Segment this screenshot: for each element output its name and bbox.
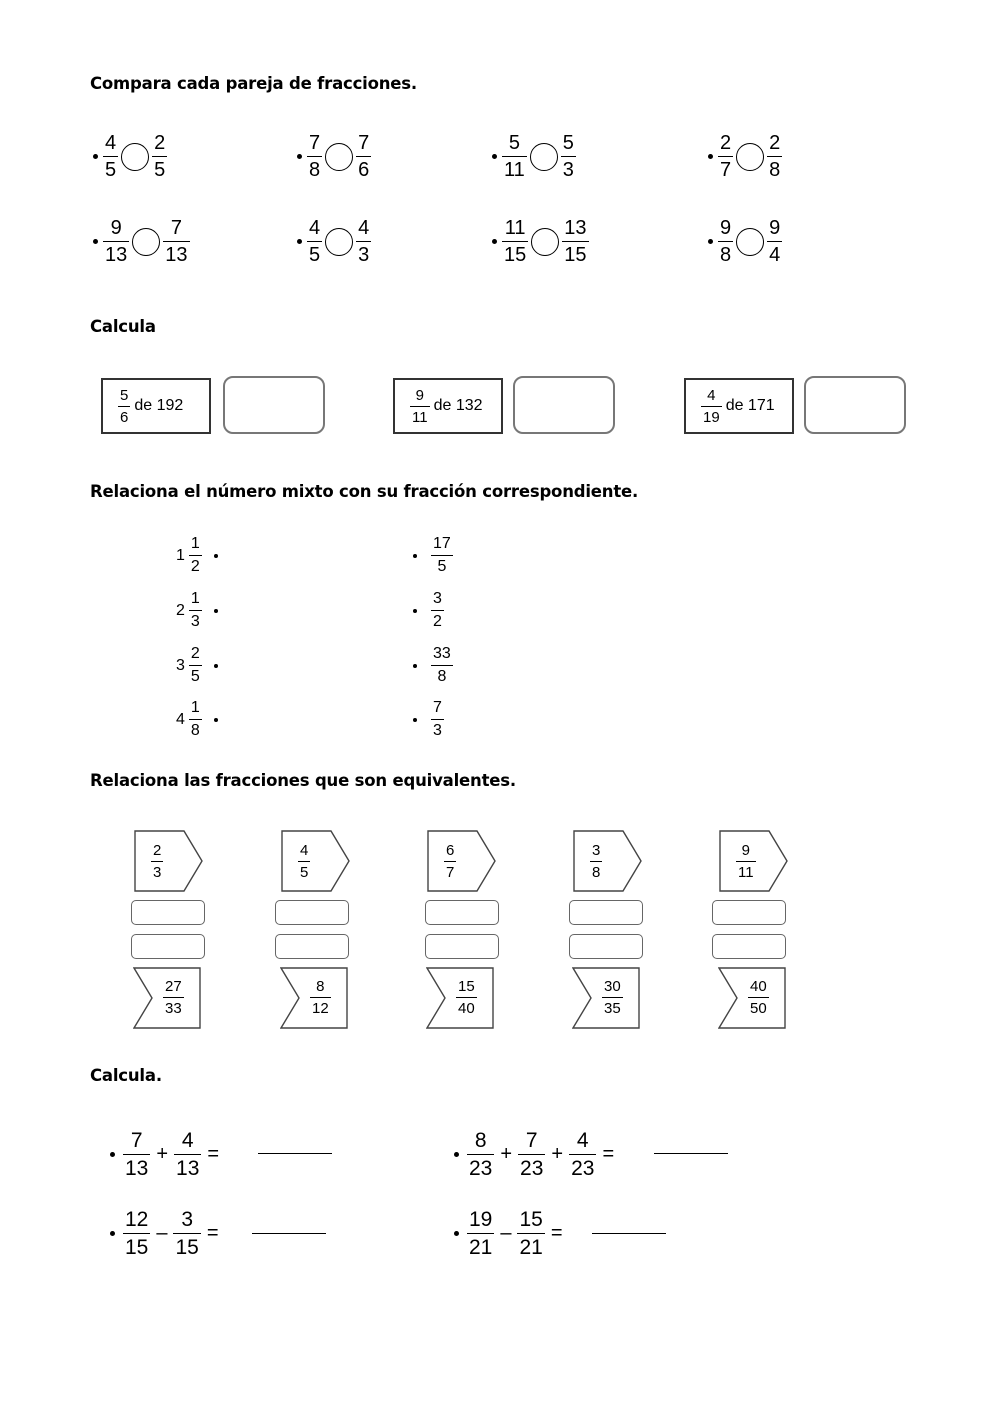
whole-part: 1 bbox=[176, 546, 185, 564]
numerator: 8 bbox=[474, 1129, 487, 1152]
denominator: 3 bbox=[562, 159, 574, 181]
numerator: 7 bbox=[525, 1129, 538, 1152]
fraction-bar bbox=[103, 156, 118, 157]
numerator: 1 bbox=[190, 535, 200, 552]
bullet-dot bbox=[492, 239, 497, 244]
denominator: 15 bbox=[504, 244, 527, 266]
equiv-answer-box[interactable] bbox=[131, 934, 205, 959]
heading-mixed-numbers: Relaciona el número mixto con su fracción correspondiente. bbox=[90, 482, 639, 501]
bullet-dot bbox=[93, 239, 98, 244]
fraction-bar bbox=[431, 555, 453, 556]
bullet-dot bbox=[454, 1152, 459, 1157]
fraction-bar bbox=[701, 406, 722, 407]
denominator: 40 bbox=[458, 1000, 475, 1017]
fraction-bar bbox=[410, 406, 430, 407]
operand-fraction bbox=[518, 1130, 545, 1179]
denominator: 23 bbox=[571, 1157, 595, 1180]
operation-item bbox=[454, 1130, 620, 1179]
fraction-part bbox=[189, 646, 202, 685]
fraction-right bbox=[152, 133, 167, 180]
bullet-dot bbox=[214, 554, 218, 558]
fraction-right bbox=[356, 218, 371, 265]
numerator: 17 bbox=[433, 535, 451, 552]
heading-equivalent: Relaciona las fracciones que son equivalentes. bbox=[90, 771, 516, 790]
denominator: 5 bbox=[300, 864, 309, 881]
denominator: 13 bbox=[125, 1157, 149, 1180]
whole-part: 3 bbox=[176, 656, 185, 674]
equiv-fraction-top bbox=[298, 843, 310, 880]
denominator: 15 bbox=[125, 1236, 149, 1259]
denominator: 2 bbox=[190, 558, 200, 575]
numerator: 9 bbox=[415, 386, 424, 404]
bullet-dot bbox=[214, 718, 218, 722]
denominator: 8 bbox=[190, 722, 200, 739]
denominator: 13 bbox=[165, 244, 188, 266]
operation-item bbox=[454, 1209, 569, 1258]
arrow-tag-shape bbox=[427, 830, 497, 892]
fraction-bar bbox=[569, 1154, 596, 1155]
fraction-bar bbox=[431, 610, 444, 611]
numerator: 2 bbox=[190, 645, 200, 662]
numerator: 3 bbox=[433, 590, 442, 607]
denominator: 4 bbox=[769, 244, 781, 266]
operand-fraction bbox=[174, 1130, 201, 1179]
operand-fraction bbox=[517, 1209, 544, 1258]
fraction-right bbox=[562, 218, 588, 265]
numerator: 5 bbox=[562, 132, 574, 154]
denominator: 11 bbox=[504, 159, 525, 181]
arrow-tag-shape bbox=[281, 830, 351, 892]
improper-fraction-item[interactable] bbox=[413, 646, 453, 685]
numerator: 15 bbox=[458, 978, 475, 995]
numerator: 5 bbox=[508, 132, 520, 154]
improper-fraction bbox=[431, 536, 453, 575]
fraction-bar bbox=[590, 861, 602, 862]
improper-fraction bbox=[431, 646, 453, 685]
equiv-answer-box[interactable] bbox=[425, 900, 499, 925]
denominator: 8 bbox=[437, 668, 447, 685]
denominator: 3 bbox=[433, 722, 442, 739]
compare-circle-input[interactable] bbox=[531, 228, 559, 256]
operand-fraction bbox=[569, 1130, 596, 1179]
denominator: 23 bbox=[520, 1157, 544, 1180]
fraction-bar bbox=[356, 241, 371, 242]
whole-part: 4 bbox=[176, 710, 185, 728]
equiv-fraction-bottom bbox=[310, 979, 331, 1016]
bullet-dot bbox=[297, 239, 302, 244]
fraction-left bbox=[502, 218, 528, 265]
equiv-answer-box[interactable] bbox=[712, 900, 786, 925]
fraction-bar bbox=[767, 156, 782, 157]
numerator: 9 bbox=[769, 217, 781, 239]
bullet-dot bbox=[413, 718, 417, 722]
numerator: 30 bbox=[604, 978, 621, 995]
fraction-right bbox=[767, 133, 782, 180]
fraction-bar bbox=[718, 156, 733, 157]
denominator: 5 bbox=[437, 558, 447, 575]
denominator: 23 bbox=[469, 1157, 493, 1180]
calc-question-box bbox=[684, 378, 794, 434]
fraction-bar bbox=[736, 861, 756, 862]
fraction-bar bbox=[123, 1154, 150, 1155]
compare-item bbox=[492, 218, 589, 265]
numerator: 3 bbox=[181, 1208, 193, 1231]
fraction-left bbox=[307, 218, 322, 265]
compare-item bbox=[93, 133, 167, 180]
operator: + bbox=[156, 1143, 169, 1165]
bullet-dot bbox=[413, 664, 417, 668]
bullet-dot bbox=[110, 1152, 115, 1157]
fraction-bar bbox=[152, 156, 167, 157]
compare-item bbox=[297, 133, 371, 180]
equiv-fraction-top bbox=[590, 843, 602, 880]
numerator: 4 bbox=[707, 386, 716, 404]
compare-item bbox=[297, 218, 371, 265]
fraction-bar bbox=[467, 1154, 494, 1155]
operator: – bbox=[156, 1222, 168, 1244]
fraction-bar bbox=[307, 241, 322, 242]
denominator: 6 bbox=[120, 408, 129, 426]
bullet-dot bbox=[708, 239, 713, 244]
improper-fraction-item[interactable] bbox=[413, 536, 453, 575]
equiv-fraction-bottom bbox=[456, 979, 477, 1016]
numerator: 4 bbox=[358, 217, 370, 239]
improper-fraction-item[interactable] bbox=[413, 700, 444, 739]
fraction-bar bbox=[310, 997, 331, 998]
improper-fraction-item[interactable] bbox=[413, 591, 444, 630]
numerator: 4 bbox=[309, 217, 321, 239]
bullet-dot bbox=[492, 154, 497, 159]
bullet-dot bbox=[454, 1231, 459, 1236]
fraction-bar bbox=[307, 156, 322, 157]
denominator: 5 bbox=[309, 244, 321, 266]
answer-box[interactable] bbox=[223, 376, 325, 434]
calc-question-box bbox=[393, 378, 503, 434]
heading-compare: Compara cada pareja de fracciones. bbox=[90, 74, 417, 93]
fraction-bar bbox=[502, 156, 527, 157]
denominator: 7 bbox=[446, 864, 455, 881]
bullet-dot bbox=[110, 1231, 115, 1236]
answer-line[interactable] bbox=[654, 1153, 728, 1154]
equiv-answer-box[interactable] bbox=[425, 934, 499, 959]
fraction-left bbox=[307, 133, 322, 180]
arrow-tag-outline bbox=[428, 831, 495, 891]
fraction-right bbox=[163, 218, 189, 265]
bullet-dot bbox=[214, 609, 218, 613]
equiv-answer-box[interactable] bbox=[275, 900, 349, 925]
fraction-part bbox=[189, 591, 202, 630]
fraction-part bbox=[189, 700, 202, 739]
bullet-dot bbox=[93, 154, 98, 159]
numerator: 7 bbox=[358, 132, 370, 154]
denominator: 8 bbox=[592, 864, 601, 881]
bullet-dot bbox=[413, 554, 417, 558]
equiv-answer-box[interactable] bbox=[569, 934, 643, 959]
equiv-fraction-bottom bbox=[748, 979, 769, 1016]
answer-line[interactable] bbox=[592, 1233, 666, 1234]
numerator: 27 bbox=[165, 978, 182, 995]
compare-circle-input[interactable] bbox=[121, 143, 149, 171]
denominator: 5 bbox=[190, 668, 200, 685]
numerator: 4 bbox=[181, 1129, 194, 1152]
bullet-dot bbox=[708, 154, 713, 159]
fraction-bar bbox=[163, 241, 189, 242]
arrow-tag-outline bbox=[282, 831, 349, 891]
fraction-bar bbox=[103, 241, 129, 242]
operand-fraction bbox=[467, 1130, 494, 1179]
numerator: 15 bbox=[519, 1208, 543, 1231]
fraction-bar bbox=[118, 406, 130, 407]
numerator: 2 bbox=[720, 132, 732, 154]
operand-fraction bbox=[467, 1209, 494, 1258]
numerator: 7 bbox=[170, 217, 182, 239]
fraction-bar bbox=[298, 861, 310, 862]
fraction-bar bbox=[562, 241, 588, 242]
equiv-fraction-top bbox=[444, 843, 456, 880]
denominator: 13 bbox=[176, 1157, 200, 1180]
denominator: 15 bbox=[175, 1236, 199, 1259]
arrow-tag-outline bbox=[135, 831, 202, 891]
fraction-bar bbox=[517, 1233, 544, 1234]
operand-fraction bbox=[123, 1130, 150, 1179]
equals-sign: = bbox=[206, 1222, 219, 1244]
denominator: 8 bbox=[309, 159, 321, 181]
compare-circle-input[interactable] bbox=[325, 228, 353, 256]
fraction bbox=[701, 388, 722, 425]
compare-item bbox=[93, 218, 190, 265]
fraction bbox=[410, 388, 430, 425]
numerator: 5 bbox=[120, 386, 129, 404]
operand-fraction bbox=[123, 1209, 150, 1258]
denominator: 6 bbox=[358, 159, 370, 181]
equiv-answer-box[interactable] bbox=[569, 900, 643, 925]
numerator: 13 bbox=[564, 217, 587, 239]
fraction-bar bbox=[748, 997, 769, 998]
operation-item bbox=[110, 1130, 225, 1179]
denominator: 12 bbox=[312, 1000, 329, 1017]
numerator: 4 bbox=[105, 132, 117, 154]
fraction-part bbox=[189, 536, 202, 575]
mixed-number-item[interactable] bbox=[176, 646, 218, 685]
denominator: 19 bbox=[703, 408, 720, 426]
denominator: 11 bbox=[738, 864, 754, 881]
mixed-number-item[interactable] bbox=[176, 700, 218, 739]
fraction-left bbox=[718, 218, 733, 265]
fraction-bar bbox=[163, 997, 184, 998]
operator: + bbox=[551, 1143, 564, 1165]
operation-item bbox=[110, 1209, 225, 1258]
fraction-right bbox=[356, 133, 371, 180]
numerator: 4 bbox=[300, 842, 309, 859]
denominator: 13 bbox=[105, 244, 128, 266]
denominator: 21 bbox=[519, 1236, 543, 1259]
of-quantity-text: de 192 bbox=[134, 397, 184, 414]
denominator: 11 bbox=[412, 408, 428, 426]
fraction-left bbox=[103, 133, 118, 180]
numerator: 2 bbox=[154, 132, 166, 154]
compare-circle-input[interactable] bbox=[132, 228, 160, 256]
fraction-bar bbox=[431, 719, 444, 720]
fraction-bar bbox=[431, 665, 453, 666]
denominator: 50 bbox=[750, 1000, 767, 1017]
equiv-fraction-top bbox=[151, 843, 163, 880]
denominator: 8 bbox=[769, 159, 781, 181]
denominator: 15 bbox=[564, 244, 587, 266]
equiv-fraction-top bbox=[736, 843, 756, 880]
equals-sign: = bbox=[550, 1222, 563, 1244]
fraction-left bbox=[718, 133, 733, 180]
compare-circle-input[interactable] bbox=[325, 143, 353, 171]
denominator: 8 bbox=[720, 244, 732, 266]
arrow-tag-shape bbox=[573, 830, 643, 892]
fraction-bar bbox=[602, 997, 623, 998]
compare-item bbox=[708, 218, 782, 265]
equiv-fraction-bottom bbox=[163, 979, 184, 1016]
numerator: 7 bbox=[309, 132, 321, 154]
denominator: 7 bbox=[720, 159, 732, 181]
operator: – bbox=[500, 1222, 512, 1244]
operand-fraction bbox=[173, 1209, 200, 1258]
heading-calculate-2: Calcula. bbox=[90, 1066, 162, 1085]
fraction bbox=[118, 388, 130, 425]
fraction-bar bbox=[151, 861, 163, 862]
numerator: 1 bbox=[190, 699, 200, 716]
numerator: 8 bbox=[316, 978, 325, 995]
operator: + bbox=[500, 1143, 513, 1165]
fraction-bar bbox=[444, 861, 456, 862]
numerator: 7 bbox=[130, 1129, 143, 1152]
arrow-tag-outline bbox=[574, 831, 641, 891]
numerator: 9 bbox=[720, 217, 732, 239]
equiv-answer-box[interactable] bbox=[712, 934, 786, 959]
compare-circle-input[interactable] bbox=[736, 228, 764, 256]
numerator: 33 bbox=[433, 645, 451, 662]
equals-sign: = bbox=[207, 1143, 220, 1165]
denominator: 33 bbox=[165, 1000, 182, 1017]
answer-box[interactable] bbox=[513, 376, 615, 434]
fraction-bar bbox=[123, 1233, 150, 1234]
numerator: 11 bbox=[504, 217, 526, 239]
improper-fraction bbox=[431, 700, 444, 739]
fraction-bar bbox=[173, 1233, 200, 1234]
numerator: 12 bbox=[125, 1208, 149, 1231]
denominator: 3 bbox=[153, 864, 162, 881]
heading-calculate: Calcula bbox=[90, 317, 156, 336]
whole-part: 2 bbox=[176, 601, 185, 619]
numerator: 3 bbox=[592, 842, 601, 859]
fraction-bar bbox=[467, 1233, 494, 1234]
calc-question-box bbox=[101, 378, 211, 434]
equiv-answer-box[interactable] bbox=[275, 934, 349, 959]
compare-circle-input[interactable] bbox=[736, 143, 764, 171]
improper-fraction bbox=[431, 591, 444, 630]
denominator: 21 bbox=[469, 1236, 493, 1259]
numerator: 1 bbox=[190, 590, 200, 607]
fraction-bar bbox=[767, 241, 782, 242]
fraction-right bbox=[561, 133, 576, 180]
fraction-bar bbox=[174, 1154, 201, 1155]
denominator: 5 bbox=[154, 159, 166, 181]
answer-line[interactable] bbox=[258, 1153, 332, 1154]
numerator: 6 bbox=[446, 842, 455, 859]
compare-item bbox=[708, 133, 782, 180]
fraction-bar bbox=[456, 997, 477, 998]
mixed-number-item[interactable] bbox=[176, 536, 218, 575]
numerator: 40 bbox=[750, 978, 767, 995]
bullet-dot bbox=[297, 154, 302, 159]
fraction-bar bbox=[518, 1154, 545, 1155]
denominator: 35 bbox=[604, 1000, 621, 1017]
fraction-bar bbox=[718, 241, 733, 242]
fraction-bar bbox=[189, 719, 202, 720]
fraction-bar bbox=[502, 241, 528, 242]
answer-line[interactable] bbox=[252, 1233, 326, 1234]
of-quantity-text: de 132 bbox=[433, 397, 483, 414]
numerator: 2 bbox=[153, 842, 162, 859]
denominator: 3 bbox=[190, 613, 200, 630]
equiv-fraction-bottom bbox=[602, 979, 623, 1016]
numerator: 9 bbox=[110, 217, 122, 239]
compare-circle-input[interactable] bbox=[530, 143, 558, 171]
numerator: 9 bbox=[741, 842, 750, 859]
denominator: 3 bbox=[358, 244, 370, 266]
fraction-bar bbox=[189, 665, 202, 666]
fraction-right bbox=[767, 218, 782, 265]
denominator: 5 bbox=[105, 159, 117, 181]
fraction-left bbox=[103, 218, 129, 265]
numerator: 2 bbox=[769, 132, 781, 154]
bullet-dot bbox=[214, 664, 218, 668]
bullet-dot bbox=[413, 609, 417, 613]
compare-item bbox=[492, 133, 576, 180]
arrow-tag-shape bbox=[134, 830, 204, 892]
denominator: 2 bbox=[433, 613, 442, 630]
fraction-bar bbox=[356, 156, 371, 157]
equals-sign: = bbox=[602, 1143, 615, 1165]
numerator: 7 bbox=[433, 699, 442, 716]
fraction-bar bbox=[189, 610, 202, 611]
fraction-left bbox=[502, 133, 527, 180]
fraction-bar bbox=[189, 555, 202, 556]
of-quantity-text: de 171 bbox=[725, 397, 775, 414]
equiv-answer-box[interactable] bbox=[131, 900, 205, 925]
numerator: 4 bbox=[576, 1129, 589, 1152]
answer-box[interactable] bbox=[804, 376, 906, 434]
fraction-bar bbox=[561, 156, 576, 157]
numerator: 19 bbox=[469, 1208, 493, 1231]
mixed-number-item[interactable] bbox=[176, 591, 218, 630]
